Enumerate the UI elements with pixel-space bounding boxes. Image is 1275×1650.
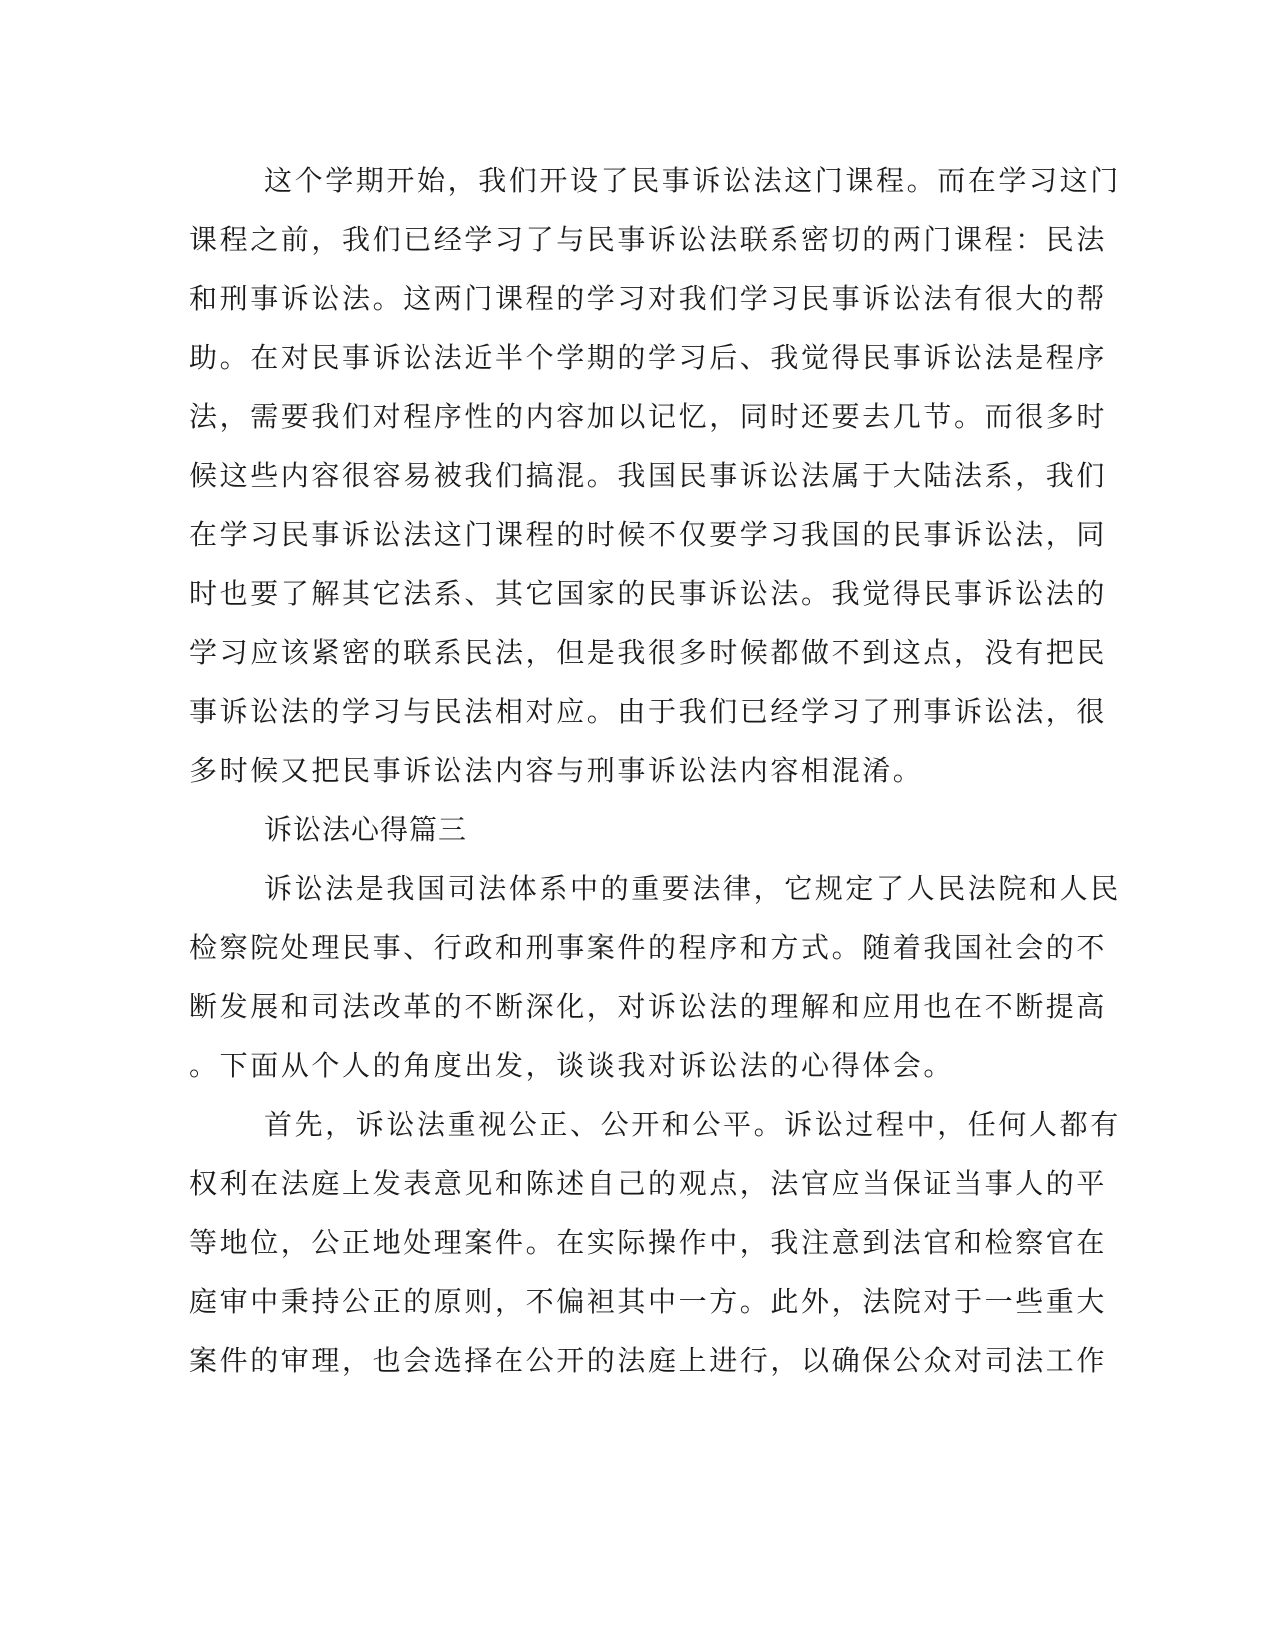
paragraph-1-line-9: 学习应该紧密的联系民法，但是我很多时候都做不到这点，没有把民 — [189, 636, 1108, 669]
paragraph-2-line-4: 。下面从个人的角度出发，谈谈我对诉讼法的心得体会。 — [189, 1049, 955, 1082]
paragraph-3-line-5: 案件的审理，也会选择在公开的法庭上进行，以确保公众对司法工作 — [189, 1344, 1108, 1377]
paragraph-1-line-5: 法，需要我们对程序性的内容加以记忆，同时还要去几节。而很多时 — [189, 400, 1108, 433]
paragraph-1-line-7: 在学习民事诉讼法这门课程的时候不仅要学习我国的民事诉讼法，同 — [189, 518, 1108, 551]
paragraph-3-line-1: 首先，诉讼法重视公正、公开和公平。诉讼过程中，任何人都有 — [264, 1108, 1121, 1141]
paragraph-2-line-3: 断发展和司法改革的不断深化，对诉讼法的理解和应用也在不断提高 — [189, 990, 1108, 1023]
paragraph-2-line-1: 诉讼法是我国司法体系中的重要法律，它规定了人民法院和人民 — [264, 872, 1121, 905]
paragraph-1-line-6: 候这些内容很容易被我们搞混。我国民事诉讼法属于大陆法系，我们 — [189, 459, 1108, 492]
paragraph-2-line-2: 检察院处理民事、行政和刑事案件的程序和方式。随着我国社会的不 — [189, 931, 1108, 964]
paragraph-1-line-2: 课程之前，我们已经学习了与民事诉讼法联系密切的两门课程：民法 — [189, 223, 1108, 256]
paragraph-1-line-4: 助。在对民事诉讼法近半个学期的学习后、我觉得民事诉讼法是程序 — [189, 341, 1108, 374]
paragraph-3-line-4: 庭审中秉持公正的原则，不偏袒其中一方。此外，法院对于一些重大 — [189, 1285, 1108, 1318]
paragraph-1-line-10: 事诉讼法的学习与民法相对应。由于我们已经学习了刑事诉讼法，很 — [189, 695, 1108, 728]
paragraph-1-line-3: 和刑事诉讼法。这两门课程的学习对我们学习民事诉讼法有很大的帮 — [189, 282, 1108, 315]
section-heading: 诉讼法心得篇三 — [264, 813, 468, 846]
paragraph-1-line-1: 这个学期开始，我们开设了民事诉讼法这门课程。而在学习这门 — [264, 164, 1121, 197]
paragraph-3-line-3: 等地位，公正地处理案件。在实际操作中，我注意到法官和检察官在 — [189, 1226, 1108, 1259]
paragraph-1-line-11: 多时候又把民事诉讼法内容与刑事诉讼法内容相混淆。 — [189, 754, 924, 787]
paragraph-3-line-2: 权利在法庭上发表意见和陈述自己的观点，法官应当保证当事人的平 — [189, 1167, 1108, 1200]
paragraph-1-line-8: 时也要了解其它法系、其它国家的民事诉讼法。我觉得民事诉讼法的 — [189, 577, 1108, 610]
